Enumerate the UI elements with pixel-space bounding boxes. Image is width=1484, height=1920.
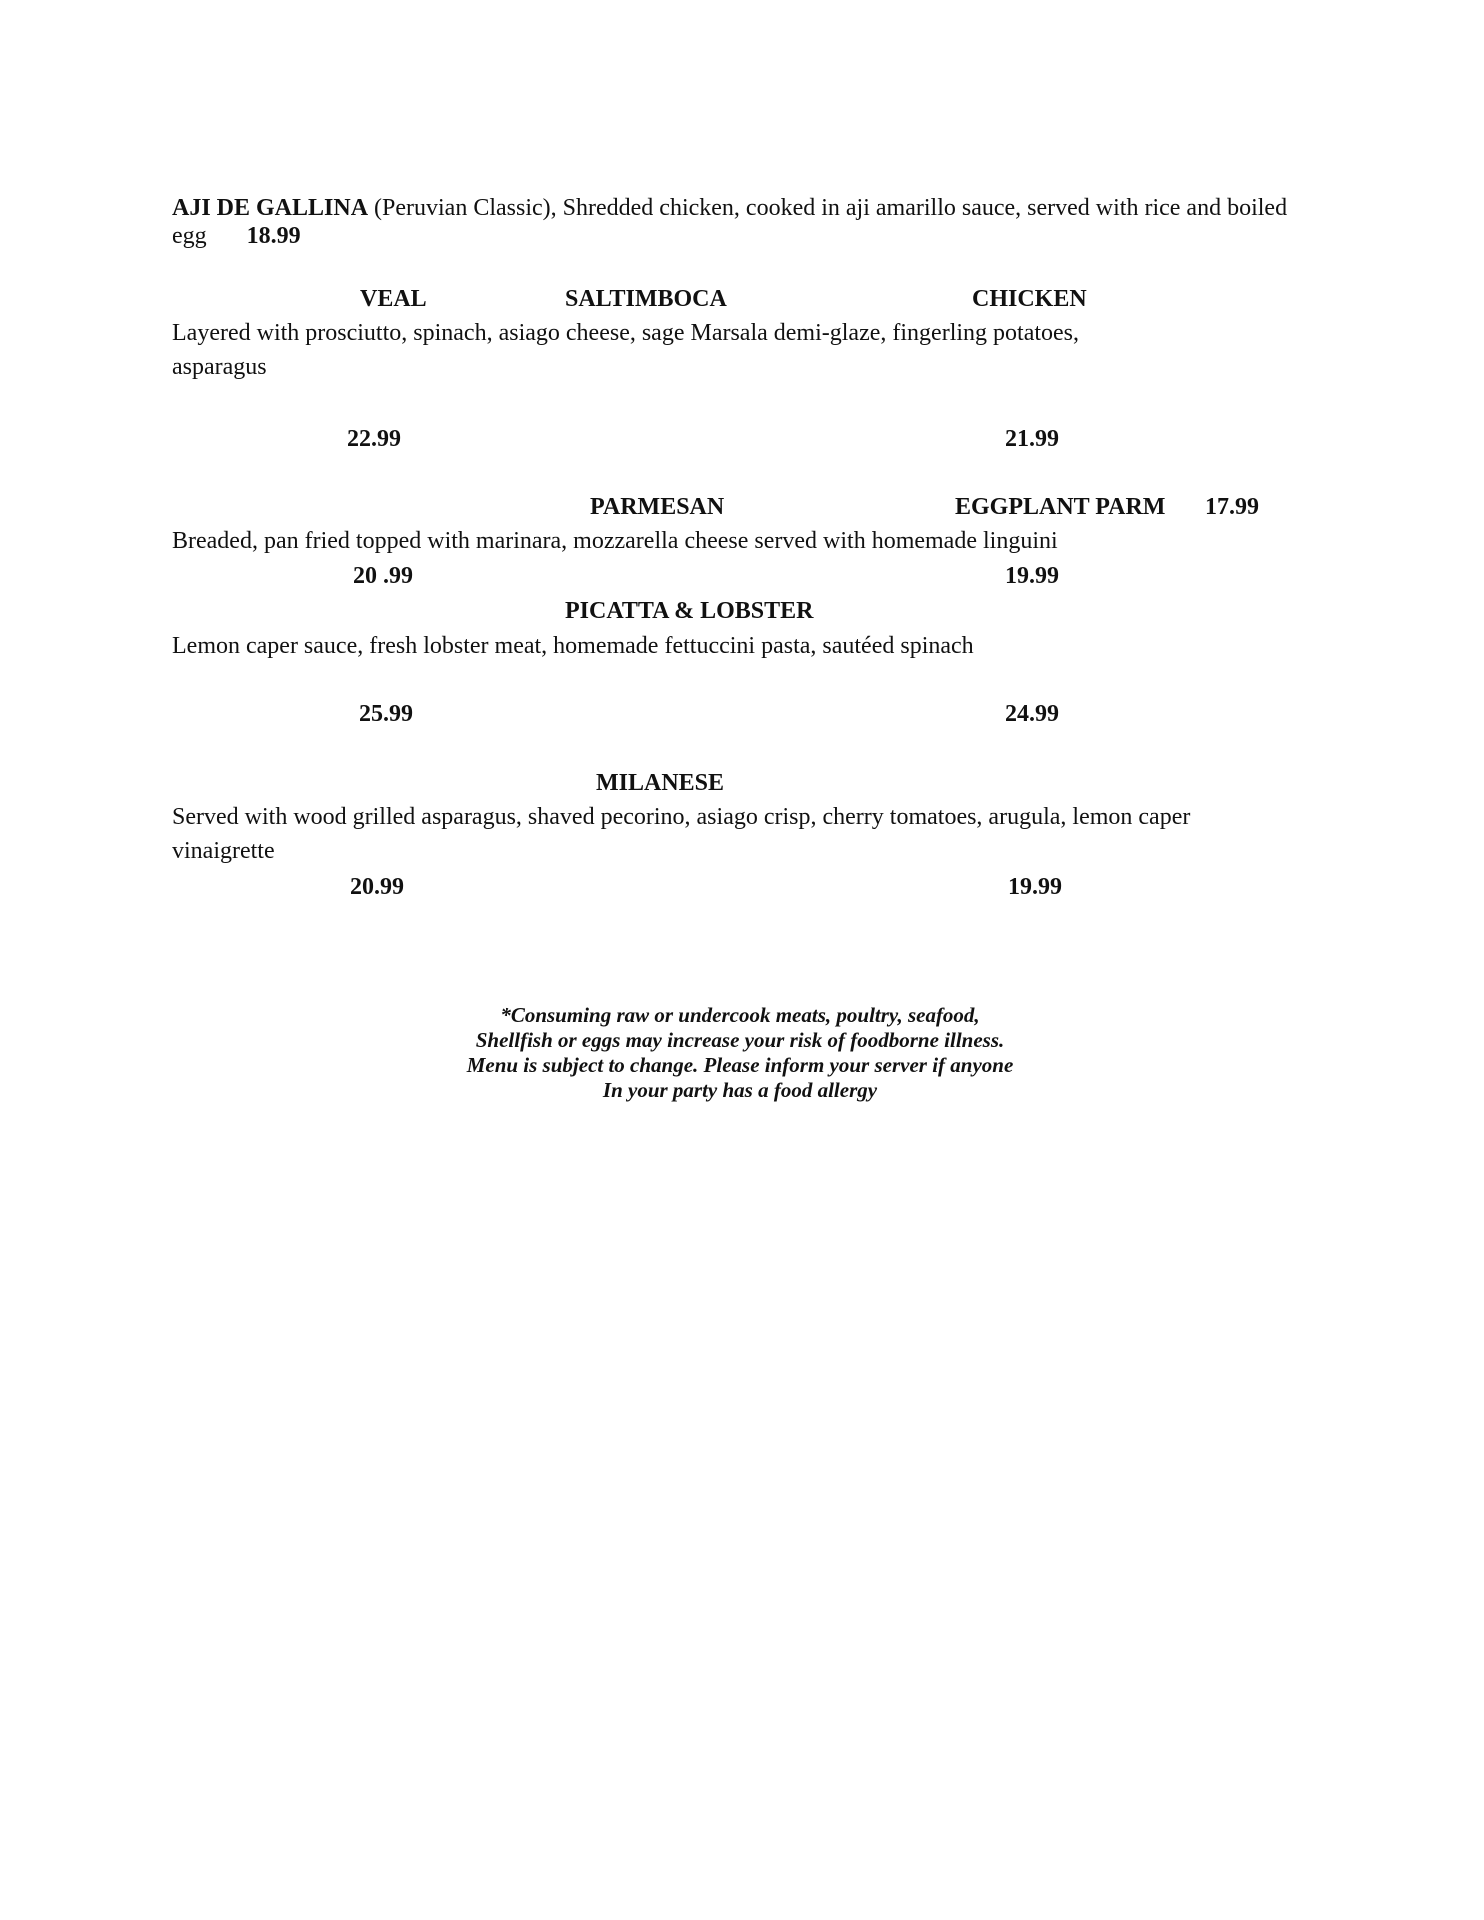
item-description: (Peruvian Classic), Shredded chicken, cooked in aji amarillo sauce, served with rice and boiled egg <box>172 195 1288 249</box>
menu-item-aji-de-gallina <box>172 194 1322 250</box>
veal-price-saltimboca: 22.99 <box>347 426 401 452</box>
dish-title-milanese: MILANESE <box>596 770 725 796</box>
item-price: 18.99 <box>246 223 301 249</box>
dish-title-saltimboca: SALTIMBOCA <box>565 286 727 312</box>
item-name: AJI DE GALLINA <box>172 195 369 221</box>
notice-line: Menu is subject to change. Please inform your server if anyone <box>466 1053 1014 1077</box>
veal-column-header: VEAL <box>360 286 427 312</box>
notice-line: *Consuming raw or undercook meats, poultry, seafood, <box>500 1003 980 1027</box>
price-eggplant-parm: 17.99 <box>1205 494 1259 520</box>
notice-line: Shellfish or eggs may increase your risk of foodborne illness. <box>475 1028 1005 1052</box>
veal-price-parmesan: 20 .99 <box>353 563 413 589</box>
allergy-notice <box>300 1003 1180 1103</box>
dish-title-picatta-lobster: PICATTA & LOBSTER <box>565 598 814 624</box>
dish-description-milanese: Served with wood grilled asparagus, shaved pecorino, asiago crisp, cherry tomatoes, arugula, lemon caper vinaigrette <box>172 804 1191 864</box>
chicken-price-picatta-lobster: 24.99 <box>1005 701 1059 727</box>
veal-price-picatta-lobster: 25.99 <box>359 701 413 727</box>
dish-title-parmesan: PARMESAN <box>590 494 725 520</box>
dish-description-parmesan: Breaded, pan fried topped with marinara, mozzarella cheese served with homemade linguini <box>172 528 1058 554</box>
chicken-column-header: CHICKEN <box>972 286 1087 312</box>
veal-price-milanese: 20.99 <box>350 874 404 900</box>
dish-description-picatta-lobster: Lemon caper sauce, fresh lobster meat, homemade fettuccini pasta, sautéed spinach <box>172 633 974 659</box>
chicken-price-parmesan: 19.99 <box>1005 563 1059 589</box>
chicken-price-milanese: 19.99 <box>1008 874 1062 900</box>
dish-title-eggplant-parm: EGGPLANT PARM <box>955 494 1166 520</box>
chicken-price-saltimboca: 21.99 <box>1005 426 1059 452</box>
notice-line: In your party has a food allergy <box>602 1078 878 1102</box>
dish-description-saltimboca: Layered with prosciutto, spinach, asiago cheese, sage Marsala demi-glaze, fingerling potatoes, asparagus <box>172 320 1080 380</box>
